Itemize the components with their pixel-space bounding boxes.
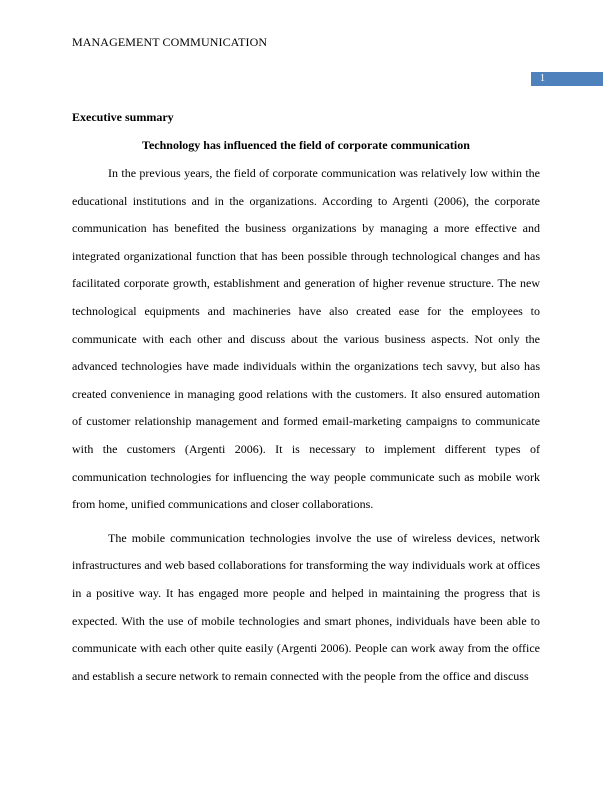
- document-title: Technology has influenced the field of corporate communication: [142, 138, 470, 152]
- paragraph: The mobile communication technologies involve the use of wireless devices, network infrastructures and web based collaborations for transforming the way individuals work at offices in a positive way. It has engaged more people and helped in maintaining the progress that is expected. With the use of mobile technologies and smart phones, individuals have been able to communicate with each other quite easily (Argenti 2006). People can work away from the office and establish a secure network to remain connected with the people from the office and discuss: [72, 530, 540, 683]
- section-heading: Executive summary: [72, 110, 174, 124]
- paragraph: In the previous years, the field of corporate communication was relatively low within the educational institutions and in the organizations. According to Argenti (2006), the corporate communication has benefited the business organizations by managing a more effective and integrated organizational function that has been possible through technological changes and has facilitated corporate growth, establishment and generation of higher revenue structure. The new technological equipments and machineries have also created ease for the employees to communicate with each other and discuss about the various business aspects. Not only the advanced technologies have made individuals within the organizations tech savvy, but also has created convenience in managing good relations with the customers. It also ensured automation of customer relationship management and formed email-marketing campaigns to communicate with the customers (Argenti 2006). It is necessary to implement different types of communication technologies for influencing the way people communicate such as mobile work from home, unified communications and closer collaborations.: [72, 166, 540, 512]
- page-number-badge: [531, 72, 603, 86]
- document-body: [72, 109, 540, 690]
- running-head: MANAGEMENT COMMUNICATION: [72, 35, 268, 49]
- page-number: 1: [540, 73, 545, 84]
